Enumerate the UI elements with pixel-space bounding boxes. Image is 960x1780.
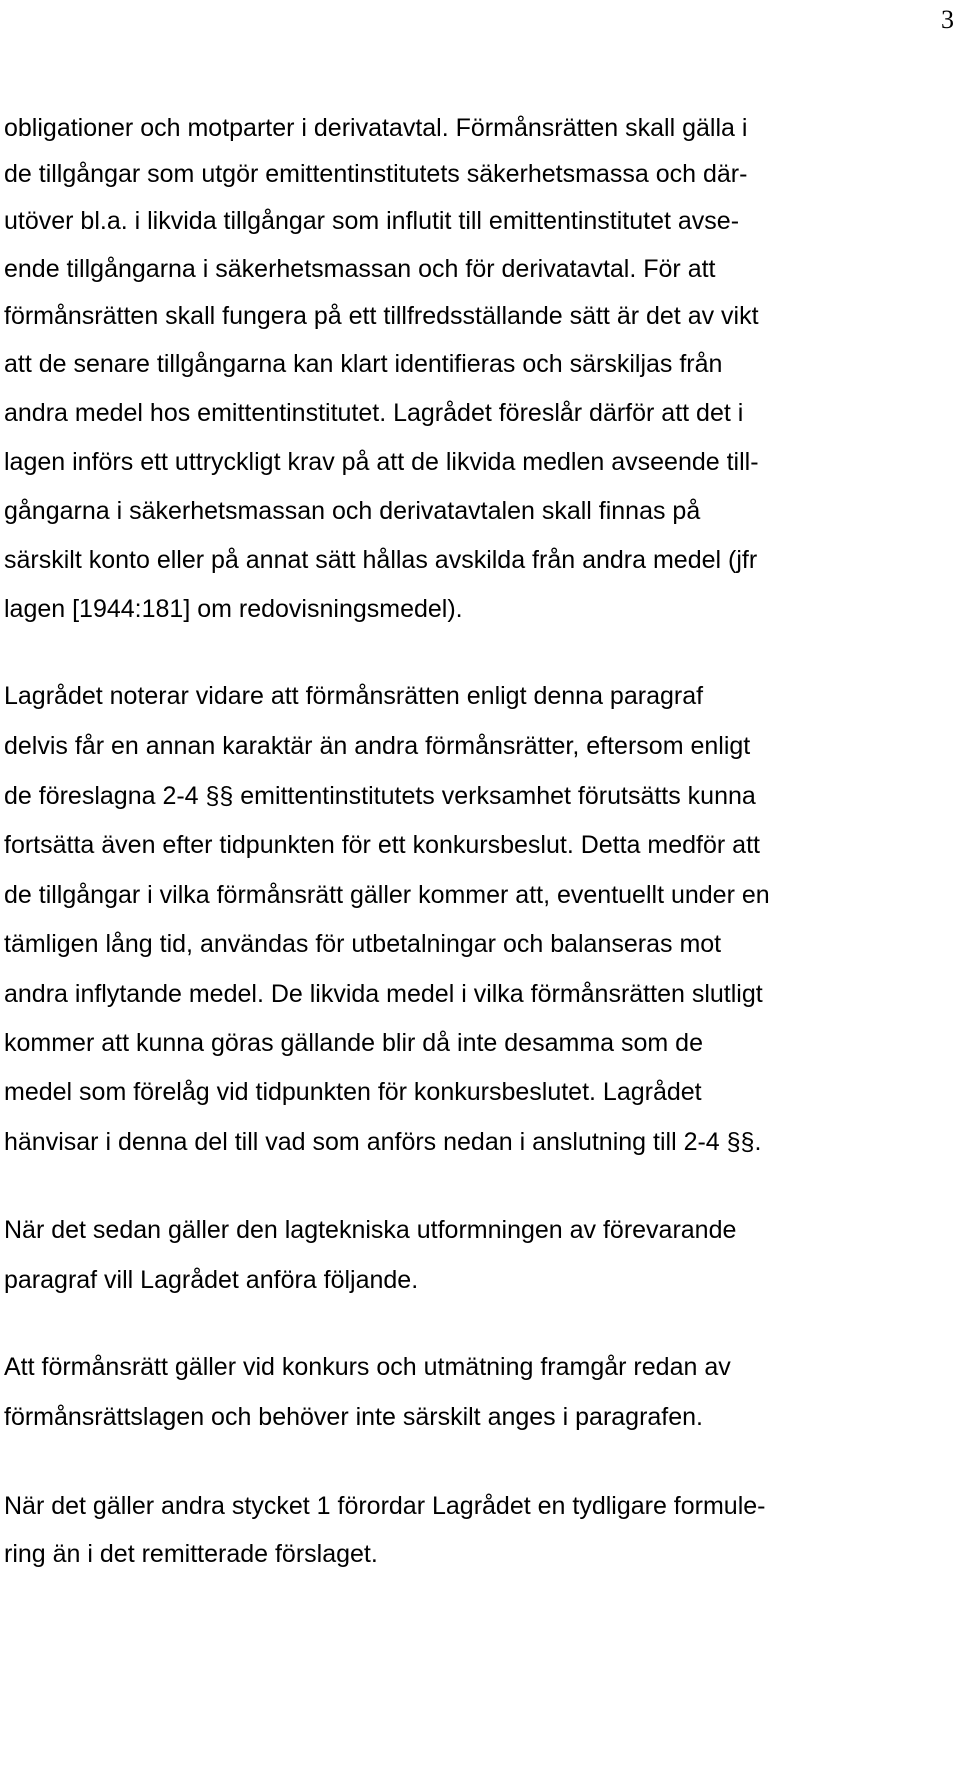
text-line: hänvisar i denna del till vad som anförs nedan i anslutning till 2-4 §§.: [4, 1128, 762, 1156]
text-line: ende tillgångarna i säkerhetsmassan och för derivatavtal. För att: [4, 255, 716, 283]
text-line: de föreslagna 2-4 §§ emittentinstitutets verksamhet förutsätts kunna: [4, 782, 756, 810]
text-line: de tillgångar i vilka förmånsrätt gäller kommer att, eventuellt under en: [4, 881, 770, 909]
text-line: paragraf vill Lagrådet anföra följande.: [4, 1266, 419, 1294]
text-line: gångarna i säkerhetsmassan och derivatavtalen skall finnas på: [4, 497, 701, 525]
text-line: obligationer och motparter i derivatavtal. Förmånsrätten skall gälla i: [4, 114, 748, 142]
text-line: lagen [1944:181] om redovisningsmedel).: [4, 595, 463, 623]
text-line: tämligen lång tid, användas för utbetalningar och balanseras mot: [4, 930, 722, 958]
text-line: lagen införs ett uttryckligt krav på att de likvida medlen avseende till-: [4, 448, 759, 476]
text-line: ring än i det remitterade förslaget.: [4, 1540, 378, 1568]
text-line: andra medel hos emittentinstitutet. Lagrådet föreslår därför att det i: [4, 399, 744, 427]
text-line: utöver bl.a. i likvida tillgångar som influtit till emittentinstitutet avse-: [4, 207, 740, 235]
text-line: delvis får en annan karaktär än andra förmånsrätter, eftersom enligt: [4, 732, 751, 760]
page-number: 3: [941, 5, 954, 34]
text-line: förmånsrättslagen och behöver inte särskilt anges i paragrafen.: [4, 1403, 703, 1431]
text-line: medel som förelåg vid tidpunkten för konkursbeslutet. Lagrådet: [4, 1078, 702, 1106]
text-line: Att förmånsrätt gäller vid konkurs och utmätning framgår redan av: [4, 1353, 731, 1381]
text-line: förmånsrätten skall fungera på ett tillfredsställande sätt är det av vikt: [4, 302, 759, 330]
text-line: Lagrådet noterar vidare att förmånsrätten enligt denna paragraf: [4, 682, 704, 710]
text-line: att de senare tillgångarna kan klart identifieras och särskiljas från: [4, 350, 723, 378]
text-line: fortsätta även efter tidpunkten för ett konkursbeslut. Detta medför att: [4, 831, 760, 859]
text-line: andra inflytande medel. De likvida medel i vilka förmånsrätten slutligt: [4, 980, 763, 1008]
text-line: När det sedan gäller den lagtekniska utformningen av förevarande: [4, 1216, 737, 1244]
text-line: särskilt konto eller på annat sätt hållas avskilda från andra medel (jfr: [4, 546, 758, 574]
text-line: kommer att kunna göras gällande blir då inte desamma som de: [4, 1029, 703, 1057]
text-line: När det gäller andra stycket 1 förordar Lagrådet en tydligare formule-: [4, 1492, 766, 1520]
text-line: de tillgångar som utgör emittentinstitutets säkerhetsmassa och där-: [4, 160, 748, 188]
